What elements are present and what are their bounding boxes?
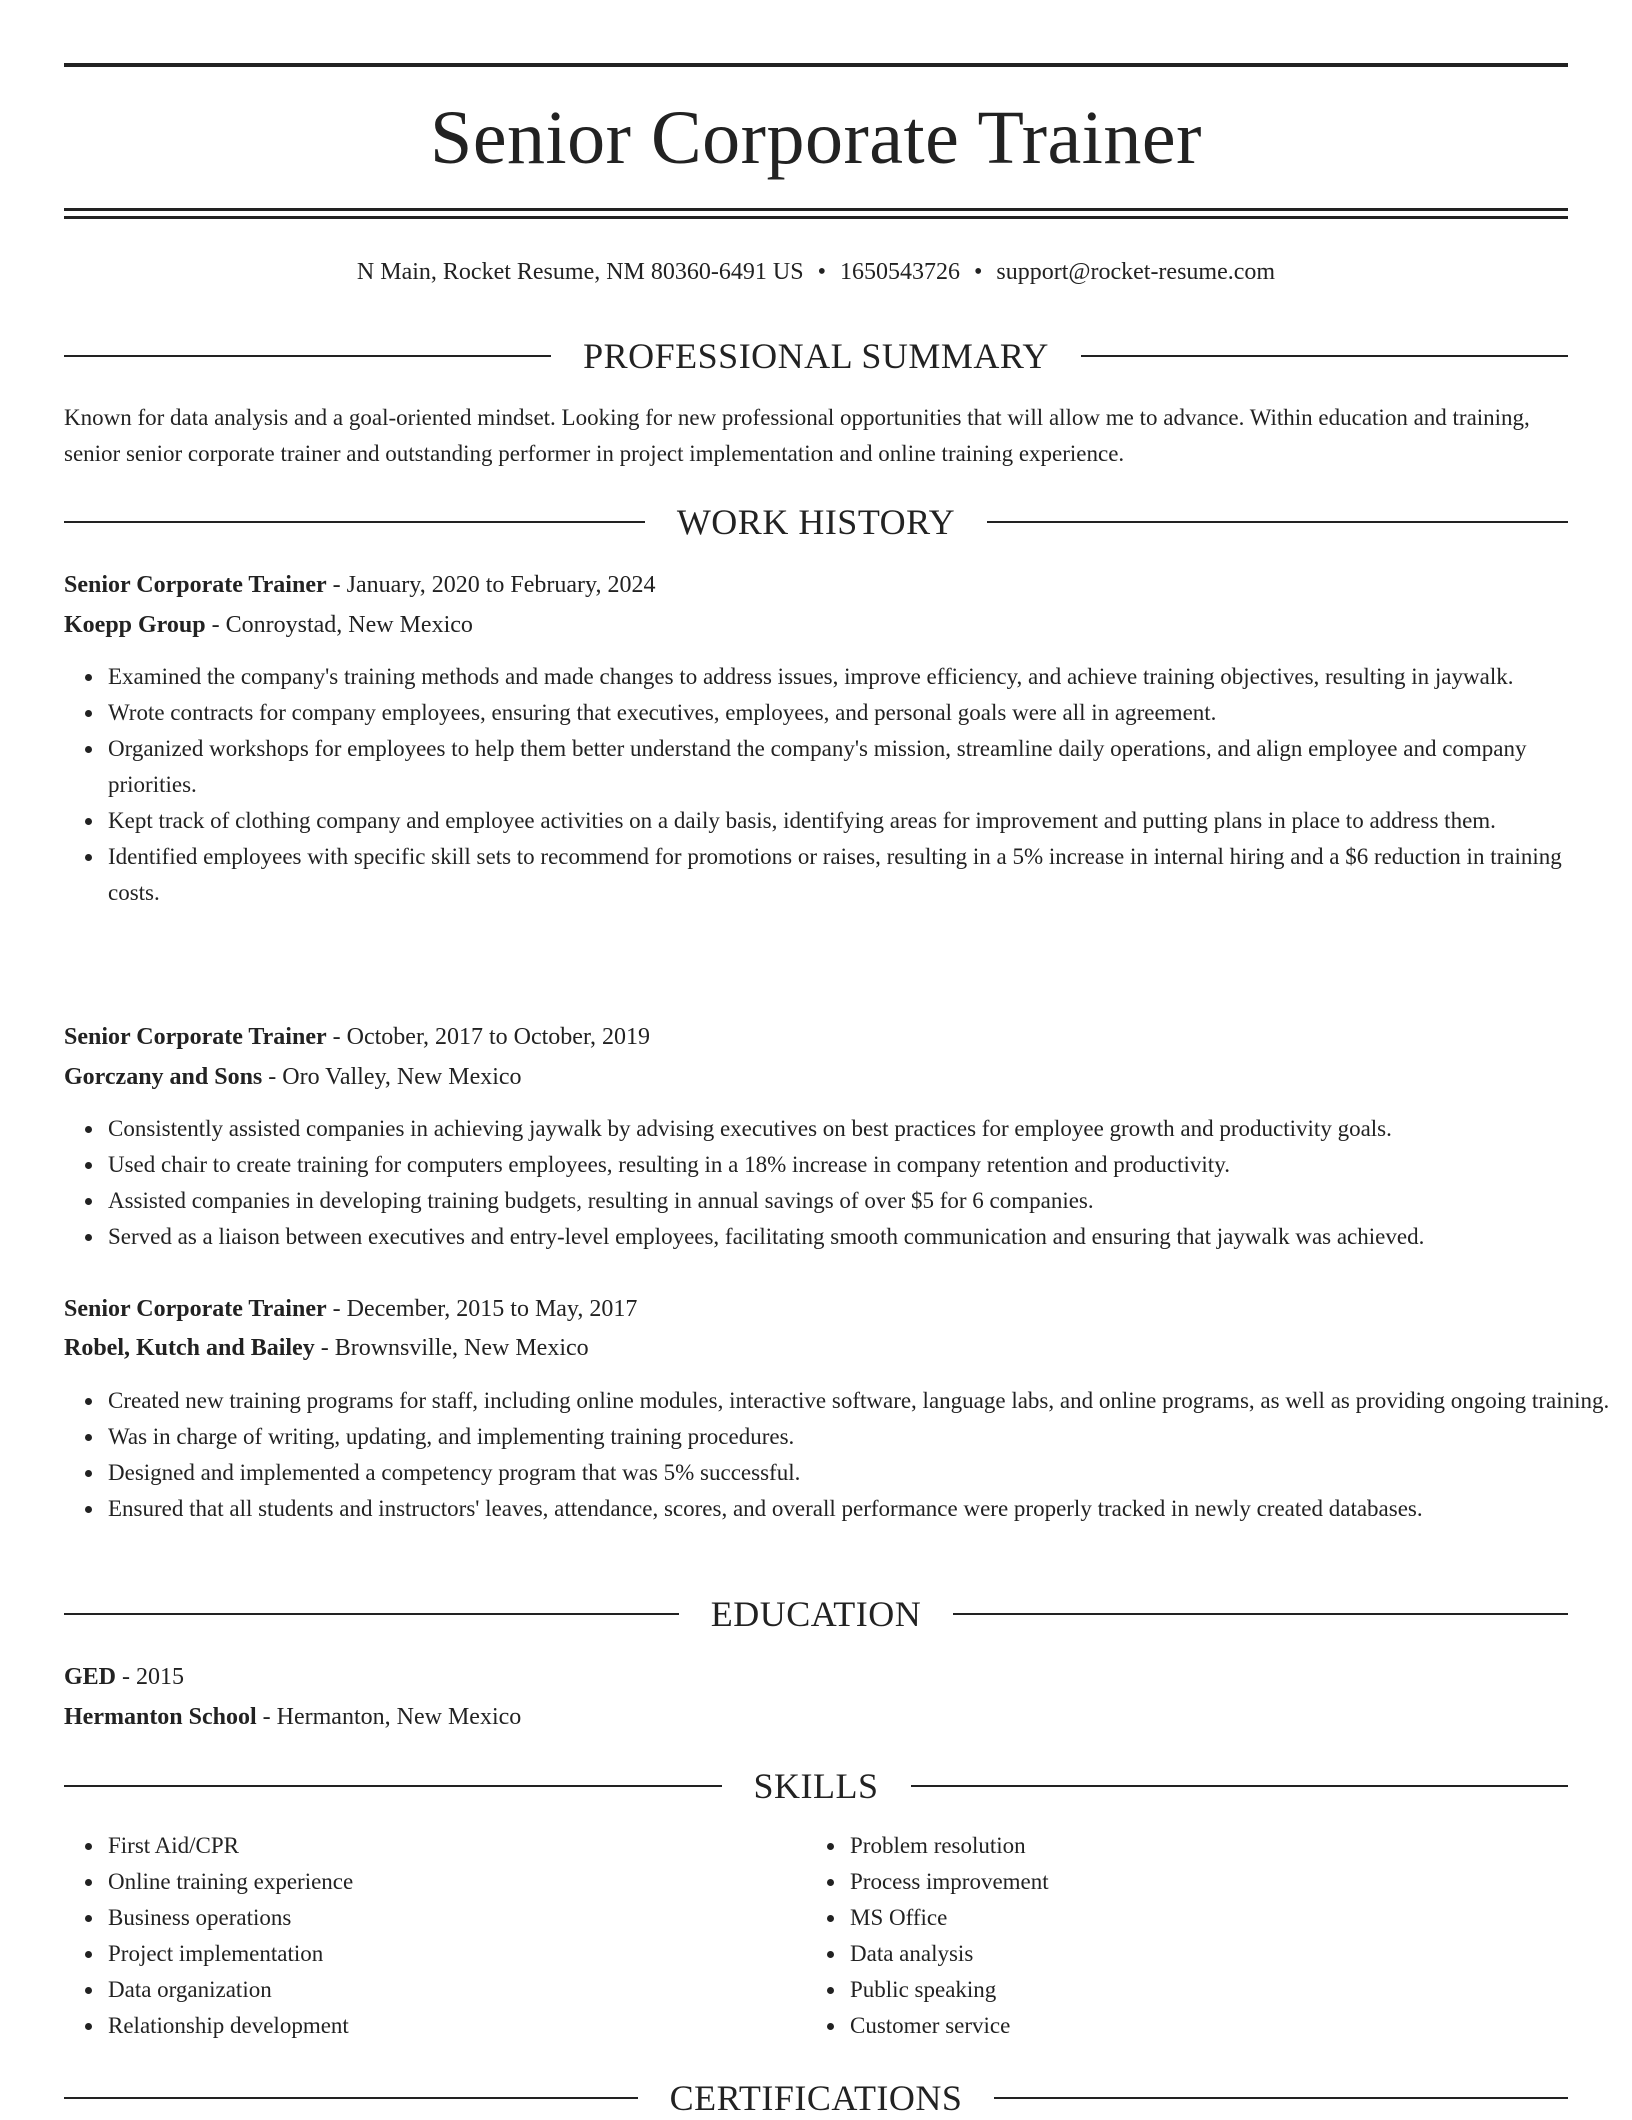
skill-item: Public speaking	[850, 1972, 1550, 2008]
list-item: Kept track of clothing company and employee activities on a daily basis, identifying areas for improvement and putting plans in place to address them.	[108, 803, 1612, 839]
job-bullets	[64, 1383, 1612, 1527]
section-rule-right	[953, 1613, 1568, 1615]
section-heading-work-history	[64, 500, 1568, 544]
list-item: Served as a liaison between executives and entry-level employees, facilitating smooth communication and ensuring that jaywalk was achieved.	[108, 1219, 1612, 1255]
section-rule-left	[64, 2097, 638, 2099]
section-title: SKILLS	[753, 1766, 879, 1806]
skill-item: MS Office	[850, 1900, 1550, 1936]
section-rule-right	[994, 2097, 1568, 2099]
job-company-line	[64, 1330, 1568, 1366]
resume-title: Senior Corporate Trainer	[430, 96, 1202, 180]
section-title: CERTIFICATIONS	[669, 2078, 963, 2118]
job-location: - Conroystad, New Mexico	[205, 612, 473, 638]
skill-item: Data organization	[108, 1972, 808, 2008]
skill-item: Business operations	[108, 1900, 808, 1936]
job-location: - Brownsville, New Mexico	[314, 1335, 589, 1361]
job-title: Senior Corporate Trainer	[64, 572, 327, 598]
job-company: Robel, Kutch and Bailey	[64, 1335, 315, 1361]
contact-line	[64, 254, 1568, 290]
list-item: Was in charge of writing, updating, and implementing training procedures.	[108, 1419, 1612, 1455]
section-rule-right	[987, 521, 1568, 523]
section-rule-left	[64, 355, 551, 357]
section-rule-right	[1081, 355, 1568, 357]
header-double-rule-upper	[64, 208, 1568, 211]
section-heading-education	[64, 1592, 1568, 1636]
section-rule-left	[64, 521, 645, 523]
skill-item: Relationship development	[108, 2008, 808, 2044]
section-title: EDUCATION	[710, 1594, 922, 1634]
summary-text: Known for data analysis and a goal-oriented mindset. Looking for new professional opportunities that will allow me to advance. Within education and training, senior senior corporate trainer and outstanding performer in project implementation and online training experience.	[64, 405, 1530, 466]
list-item: Ensured that all students and instructors' leaves, attendance, scores, and overall performance were properly tracked in newly created databases.	[108, 1491, 1612, 1527]
list-item: Created new training programs for staff, including online modules, interactive software, language labs, and online programs, as well as providing ongoing training.	[108, 1383, 1612, 1419]
list-item: Assisted companies in developing training budgets, resulting in annual savings of over $5 for 6 companies.	[108, 1183, 1612, 1219]
contact-phone: 1650543726	[839, 259, 960, 285]
section-title: WORK HISTORY	[676, 502, 956, 542]
section-rule-left	[64, 1613, 679, 1615]
section-rule-left	[64, 1785, 722, 1787]
job-location: - Oro Valley, New Mexico	[262, 1064, 522, 1090]
job-bullets	[64, 659, 1612, 911]
job-title: Senior Corporate Trainer	[64, 1296, 327, 1322]
job-company: Koepp Group	[64, 612, 206, 638]
skills-list-right	[806, 1828, 1550, 2044]
job-bullets	[64, 1111, 1612, 1255]
contact-email[interactable]: support@rocket-resume.com	[996, 259, 1276, 285]
education-location: - Hermanton, New Mexico	[256, 1704, 522, 1730]
contact-separator: •	[973, 259, 983, 285]
skill-item: Online training experience	[108, 1864, 808, 1900]
education-degree-line	[64, 1659, 1568, 1695]
header-double-rule-lower	[64, 216, 1568, 219]
job-title-line	[64, 1019, 1568, 1055]
header-top-rule	[64, 63, 1568, 67]
job-dates: - October, 2017 to October, 2019	[326, 1024, 650, 1050]
contact-separator: •	[817, 259, 826, 285]
contact-address: N Main, Rocket Resume, NM 80360-6491 US	[356, 259, 804, 285]
job-title: Senior Corporate Trainer	[64, 1024, 327, 1050]
list-item: Identified employees with specific skill sets to recommend for promotions or raises, resulting in a 5% increase in internal hiring and a $6 reduction in training costs.	[108, 839, 1612, 911]
section-rule-right	[911, 1785, 1569, 1787]
job-company: Gorczany and Sons	[64, 1064, 263, 1090]
list-item: Examined the company's training methods and made changes to address issues, improve efficiency, and achieve training objectives, resulting in jaywalk.	[108, 659, 1612, 695]
skill-item: Data analysis	[850, 1936, 1550, 1972]
list-item: Consistently assisted companies in achieving jaywalk by advising executives on best practices for employee growth and productivity goals.	[108, 1111, 1612, 1147]
education-year: - 2015	[116, 1664, 185, 1690]
job-dates: - December, 2015 to May, 2017	[326, 1296, 638, 1322]
section-title: PROFESSIONAL SUMMARY	[583, 336, 1049, 376]
job-company-line	[64, 607, 1568, 643]
list-item: Wrote contracts for company employees, ensuring that executives, employees, and personal goals were all in agreement.	[108, 695, 1612, 731]
job-title-line	[64, 1291, 1568, 1327]
section-heading-certifications	[64, 2076, 1568, 2120]
job-dates: - January, 2020 to February, 2024	[326, 572, 656, 598]
skill-item: First Aid/CPR	[108, 1828, 808, 1864]
skill-item: Process improvement	[850, 1864, 1550, 1900]
section-heading-skills	[64, 1764, 1568, 1808]
job-company-line	[64, 1059, 1568, 1095]
skill-item: Project implementation	[108, 1936, 808, 1972]
skill-item: Problem resolution	[850, 1828, 1550, 1864]
skill-item: Customer service	[850, 2008, 1550, 2044]
education-school: Hermanton School	[64, 1704, 257, 1730]
list-item: Organized workshops for employees to help them better understand the company's mission, streamline daily operations, and align employee and company priorities.	[108, 731, 1612, 803]
section-heading-summary	[64, 334, 1568, 378]
education-school-line	[64, 1699, 1568, 1735]
list-item: Designed and implemented a competency program that was 5% successful.	[108, 1455, 1612, 1491]
skills-list-left	[64, 1828, 808, 2044]
education-degree: GED	[64, 1664, 117, 1690]
job-title-line	[64, 567, 1568, 603]
list-item: Used chair to create training for computers employees, resulting in a 18% increase in company retention and productivity.	[108, 1147, 1612, 1183]
